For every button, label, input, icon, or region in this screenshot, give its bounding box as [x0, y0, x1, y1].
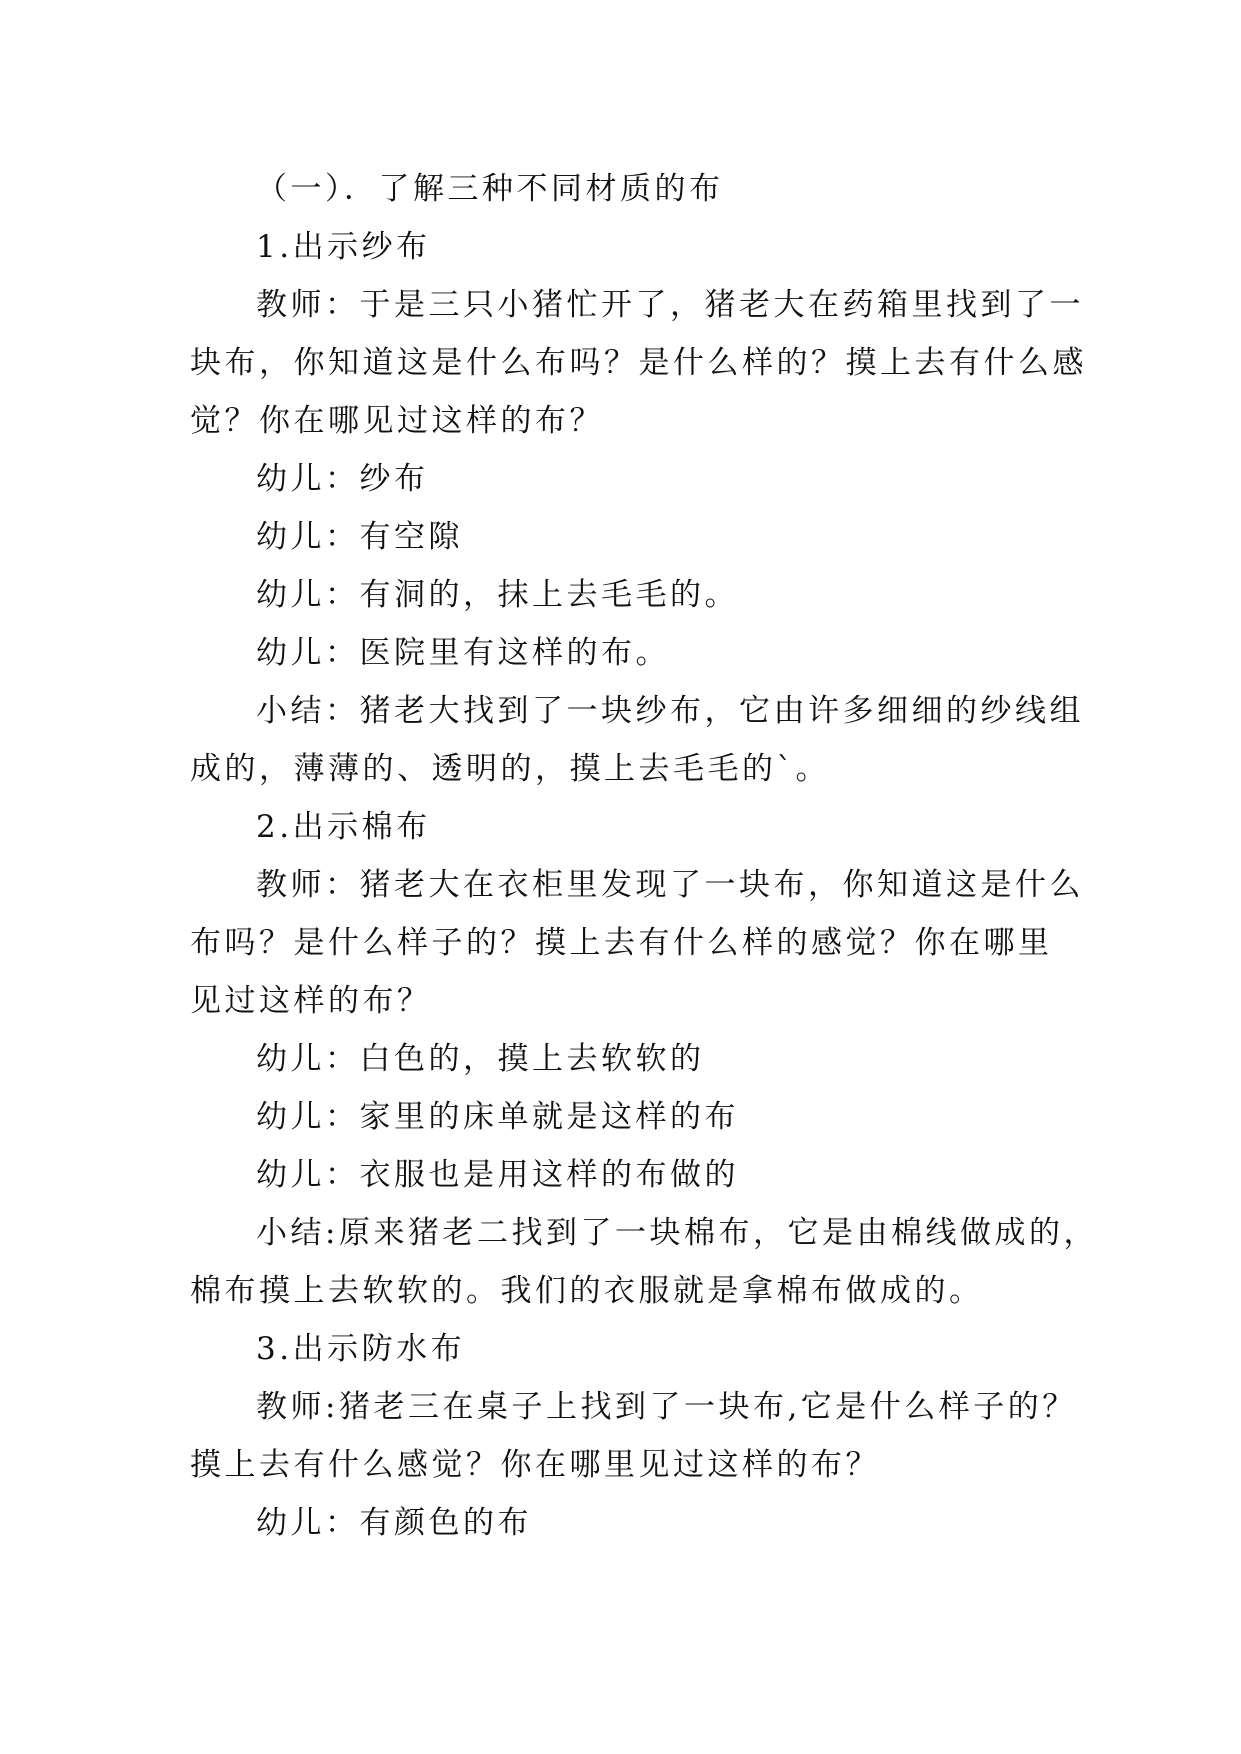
- teacher-paragraph: [190, 276, 1087, 450]
- text-line: 幼儿：纱布: [256, 461, 429, 497]
- document-body: [190, 160, 1098, 1552]
- child-answer: [190, 1494, 1050, 1552]
- text-line: 教师：猪老大在衣柜里发现了一块布，你知道这是什么: [256, 867, 1084, 903]
- text-line: 幼儿：有洞的，抹上去毛毛的。: [256, 577, 739, 613]
- child-answer: [190, 624, 1050, 682]
- child-answer: [190, 1146, 1050, 1204]
- text-line: （一）．了解三种不同材质的布: [256, 171, 724, 207]
- text-line: 2.出示棉布: [256, 809, 431, 845]
- section-heading: [190, 160, 1050, 218]
- summary-paragraph: [190, 682, 1084, 798]
- text-line: 幼儿：白色的，摸上去软软的: [256, 1041, 705, 1077]
- text-line: 小结：猪老大找到了一块纱布，它由许多细细的纱线组: [256, 693, 1084, 729]
- text-line: 布吗？是什么样子的？摸上去有什么样的感觉？你在哪里: [190, 925, 1053, 961]
- text-line: 块布，你知道这是什么布吗？是什么样的？摸上去有什么感: [190, 345, 1087, 381]
- child-answer: [190, 450, 1050, 508]
- text-line: 教师:猪老三在桌子上找到了一块布,它是什么样子的？: [256, 1389, 1077, 1425]
- text-line: 幼儿：衣服也是用这样的布做的: [256, 1157, 739, 1193]
- text-line: 幼儿：医院里有这样的布。: [256, 635, 670, 671]
- item-heading: [190, 798, 1050, 856]
- text-line: 幼儿：有颜色的布: [256, 1505, 532, 1541]
- item-heading: [190, 218, 1050, 276]
- text-line: 成的，薄薄的、透明的，摸上去毛毛的`。: [190, 751, 830, 787]
- text-line: 3.出示防水布: [256, 1331, 466, 1367]
- text-line: 觉？你在哪见过这样的布？: [190, 403, 604, 439]
- text-line: 见过这样的布？: [190, 983, 432, 1019]
- teacher-paragraph: [190, 856, 1084, 1030]
- text-line: 棉布摸上去软软的。我们的衣服就是拿棉布做成的。: [190, 1273, 984, 1309]
- text-line: 幼儿：有空隙: [256, 519, 463, 555]
- child-answer: [190, 1088, 1050, 1146]
- child-answer: [190, 508, 1050, 566]
- text-line: 教师：于是三只小猪忙开了，猪老大在药箱里找到了一: [256, 287, 1084, 323]
- text-line: 1.出示纱布: [256, 229, 431, 265]
- text-line: 摸上去有什么感觉？你在哪里见过这样的布？: [190, 1447, 880, 1483]
- child-answer: [190, 566, 1050, 624]
- summary-paragraph: [190, 1204, 1098, 1320]
- text-line: 幼儿：家里的床单就是这样的布: [256, 1099, 739, 1135]
- text-line: 小结:原来猪老二找到了一块棉布，它是由棉线做成的，: [256, 1215, 1098, 1251]
- child-answer: [190, 1030, 1050, 1088]
- teacher-paragraph: [190, 1378, 1077, 1494]
- item-heading: [190, 1320, 1050, 1378]
